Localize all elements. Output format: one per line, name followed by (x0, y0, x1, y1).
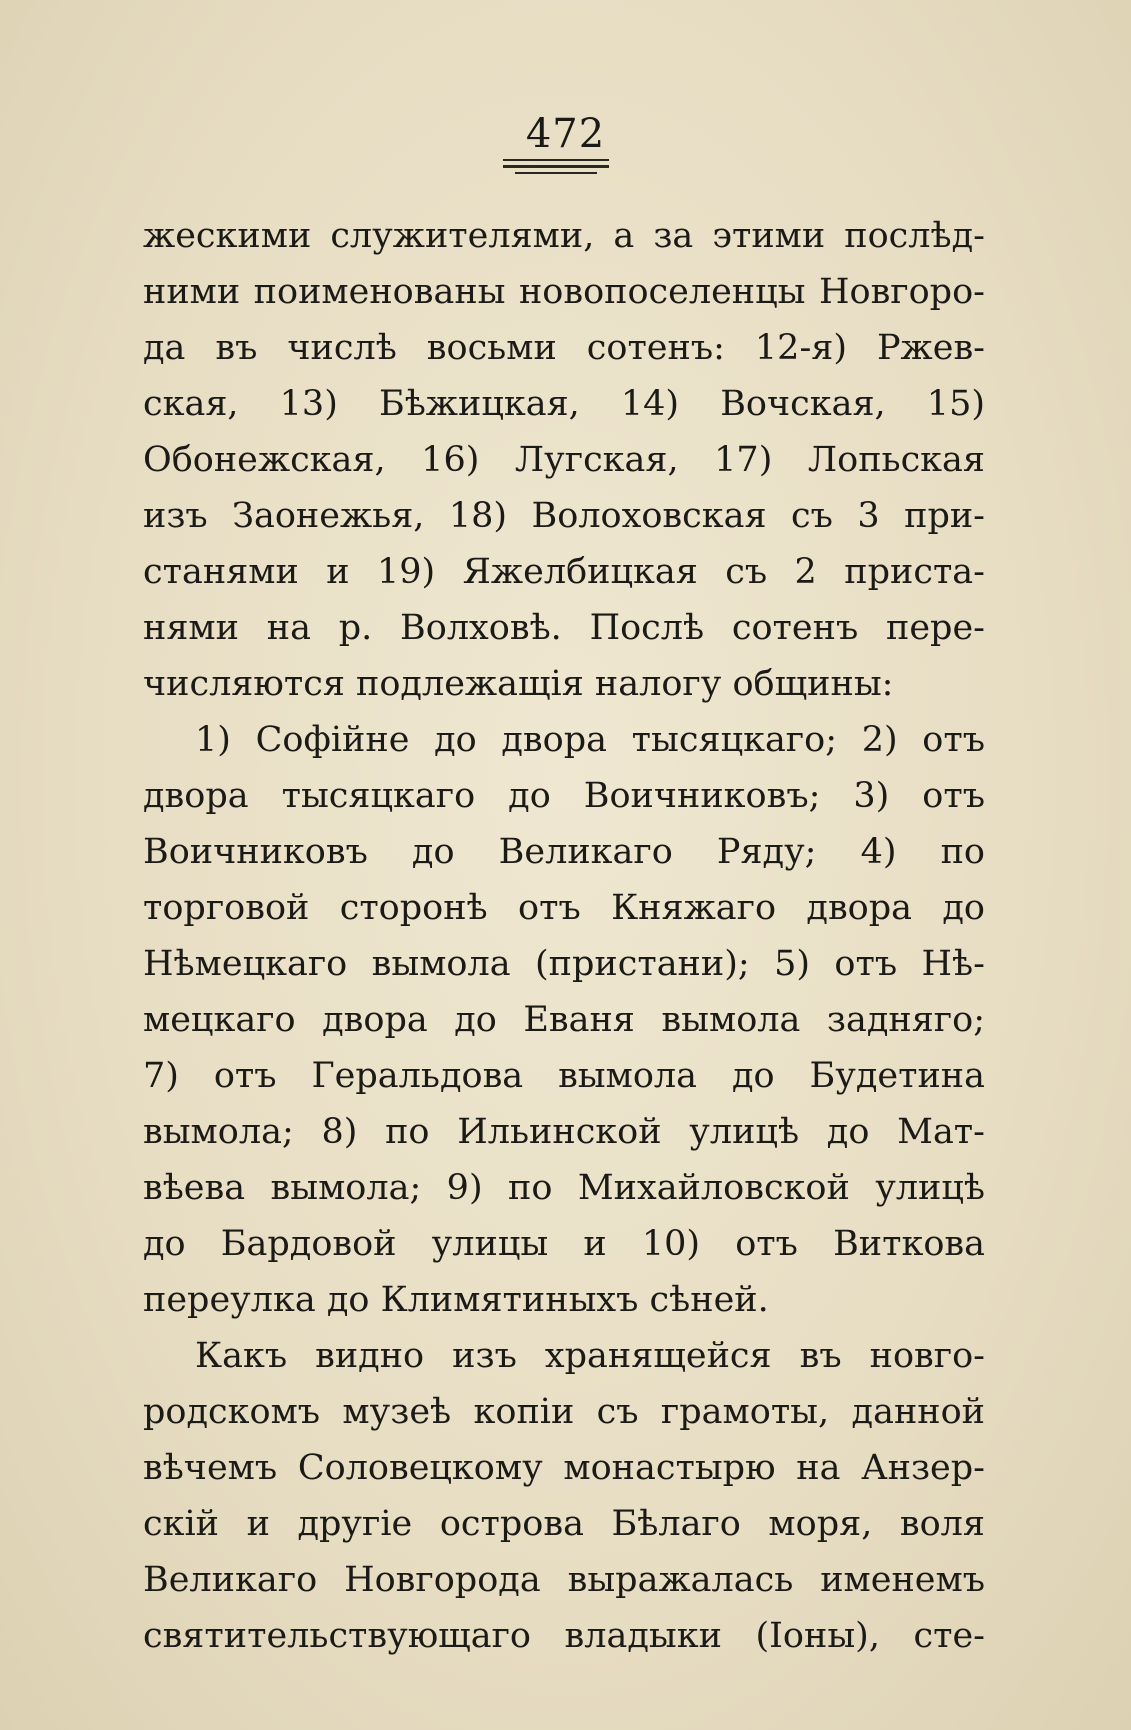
text-line: Обонежская, 16) Лугская, 17) Лопьская (143, 440, 985, 480)
header-rule (503, 165, 609, 168)
text-line: мецкаго двора до Еваня вымола задняго; (143, 1000, 985, 1040)
text-line: нями на р. Волховѣ. Послѣ сотенъ пере- (143, 608, 985, 648)
text-line: вѣева вымола; 9) по Михайловской улицѣ (143, 1168, 985, 1208)
text-line: родскомъ музеѣ копіи съ грамоты, данной (143, 1392, 985, 1432)
text-line: двора тысяцкаго до Воичниковъ; 3) отъ (143, 776, 985, 816)
text-line: торговой сторонѣ отъ Княжаго двора до (143, 888, 985, 928)
text-line: Какъ видно изъ хранящейся въ новго- (195, 1336, 985, 1376)
text-line: Великаго Новгорода выражалась именемъ (143, 1560, 985, 1600)
text-line: ними поименованы новопоселенцы Новгоро- (143, 272, 985, 312)
text-line: Воичниковъ до Великаго Ряду; 4) по (143, 832, 985, 872)
text-line: Нѣмецкаго вымола (пристани); 5) отъ Нѣ- (143, 944, 985, 984)
text-line: 7) отъ Геральдова вымола до Будетина (143, 1056, 985, 1096)
page-number: 472 (525, 111, 606, 157)
header-rule (515, 172, 597, 174)
text-line: да въ числѣ восьми сотенъ: 12-я) Ржев- (143, 328, 985, 368)
text-line: изъ Заонежья, 18) Волоховская съ 3 при- (143, 496, 985, 536)
body-text (143, 208, 985, 1664)
header-rule (503, 159, 609, 161)
text-line: вѣчемъ Соловецкому монастырю на Анзер- (143, 1448, 985, 1488)
text-line: скій и другіе острова Бѣлаго моря, воля (143, 1504, 985, 1544)
text-line: жескими служителями, а за этими послѣд- (143, 216, 985, 256)
text-line: святительствующаго владыки (Іоны), сте- (143, 1616, 985, 1656)
text-line: переулка до Климятиныхъ сѣней. (143, 1280, 769, 1320)
text-line: 1) Софійне до двора тысяцкаго; 2) отъ (195, 720, 985, 760)
text-line: до Бардовой улицы и 10) отъ Виткова (143, 1224, 985, 1264)
text-line: вымола; 8) по Ильинской улицѣ до Мат- (143, 1112, 985, 1152)
text-line: станями и 19) Яжелбицкая съ 2 приста- (143, 552, 985, 592)
text-line: ская, 13) Бѣжицкая, 14) Вочская, 15) (143, 384, 985, 424)
text-line: числяются подлежащія налогу общины: (143, 664, 894, 704)
